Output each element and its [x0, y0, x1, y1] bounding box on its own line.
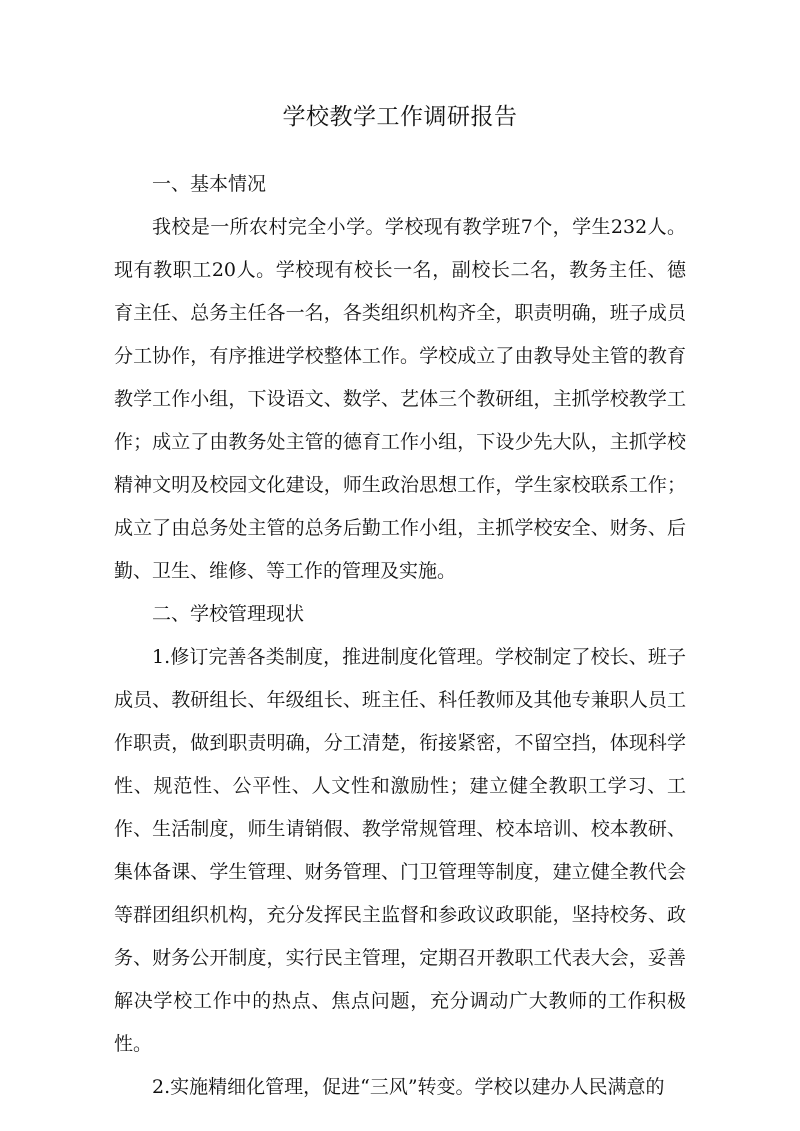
section-heading-basic-situation: 一、基本情况 [152, 173, 267, 195]
section-heading-management-status: 二、学校管理现状 [152, 603, 305, 625]
document-title: 学校教学工作调研报告 [282, 104, 518, 130]
paragraph-refined-management: 2.实施精细化管理，促进“三风”转变。学校以建办人民满意的 [152, 1076, 665, 1098]
paragraph-basic-situation: 我校是一所农村完全小学。学校现有教学班7个，学生232人。现有教职工20人。学校现有校长一名，副校长二名，教务主任、德育主任、总务主任各一名，各类组织机构齐全，职责明确，班子成员分工协作，有序推进学校整体工作。学校成立了由教导处主管的教育教学工作小组，下设语文、数学、艺体三个教研组，主抓学校教学工作；成立了由教务处主管的德育工作小组，下设少先大队，主抓学校精神文明及校园文化建设，师生政治思想工作，学生家校联系工作；成立了由总务处主管的总务后勤工作小组，主抓学校安全、财务、后勤、卫生、维修、等工作的管理及实施。 [114, 216, 686, 582]
document-body [114, 163, 686, 1109]
paragraph-regulations: 1.修订完善各类制度，推进制度化管理。学校制定了校长、班子成员、教研组长、年级组长、班主任、科任教师及其他专兼职人员工作职责，做到职责明确，分工清楚，衔接紧密，不留空挡，体现科学性、规范性、公平性、人文性和激励性；建立健全教职工学习、工作、生活制度，师生请销假、教学常规管理、校本培训、校本教研、集体备课、学生管理、财务管理、门卫管理等制度，建立健全教代会等群团组织机构，充分发挥民主监督和参政议政职能，坚持校务、政务、财务公开制度，实行民主管理，定期召开教职工代表大会，妥善解决学校工作中的热点、焦点问题，充分调动广大教师的工作积极性。 [114, 646, 686, 1055]
